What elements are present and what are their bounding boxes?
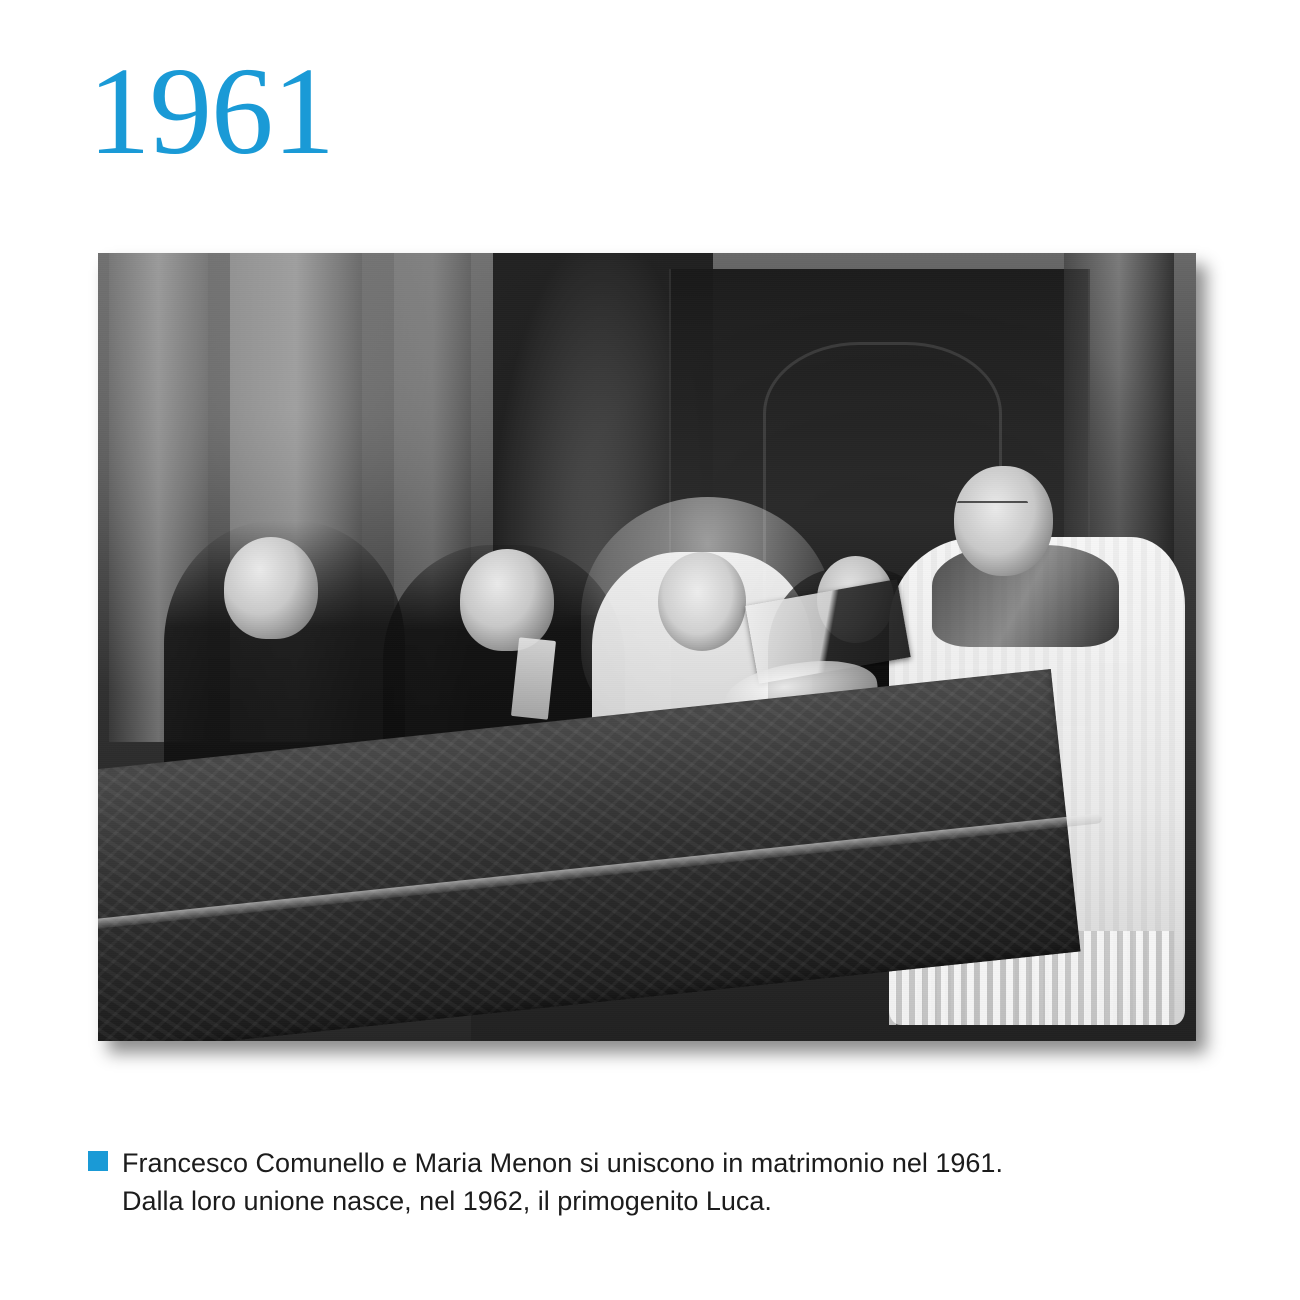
head-bride [658, 552, 746, 651]
eyeglasses-icon [957, 501, 1028, 520]
caption-line-2: Dalla loro unione nasce, nel 1962, il primogenito Luca. [122, 1186, 772, 1217]
page-title-year: 1961 [88, 43, 334, 181]
square-bullet-icon [88, 1151, 108, 1171]
caption-text [122, 1144, 1003, 1221]
head-groom [460, 549, 553, 651]
head-priest [954, 466, 1053, 576]
head-witness-left [224, 537, 317, 639]
photo-image [98, 253, 1196, 1041]
caption-line-1: Francesco Comunello e Maria Menon si uniscono in matrimonio nel 1961. [122, 1148, 1003, 1178]
caption [88, 1144, 1208, 1221]
historical-photo [98, 253, 1196, 1041]
